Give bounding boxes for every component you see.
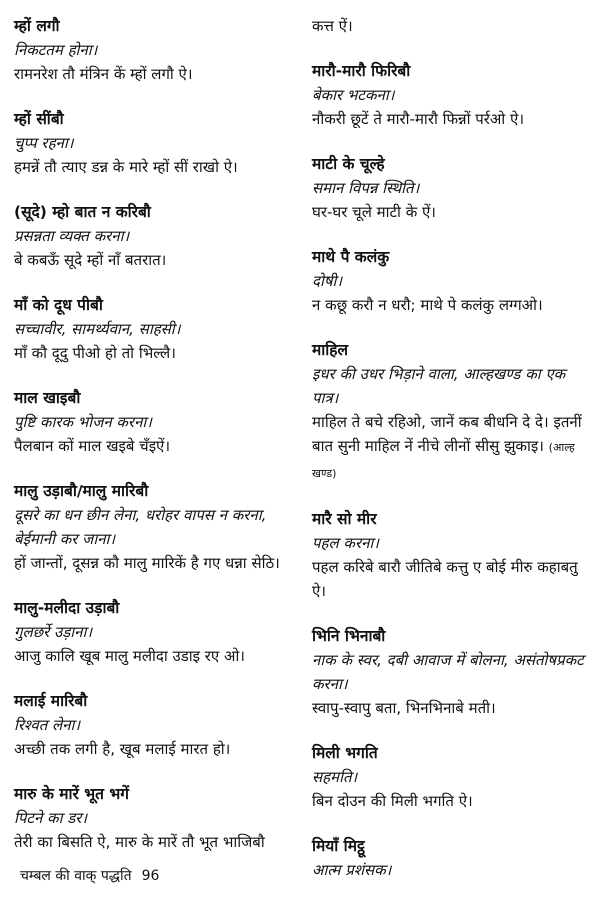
page-number: 96 — [141, 868, 160, 884]
entry-example: बे कबऊँ सूदे म्हों नाँ बतरात। — [14, 251, 167, 269]
entry-meaning: प्रसन्नता व्यक्त करना। — [14, 227, 130, 245]
entry — [14, 200, 296, 272]
entry-term: मारु के मारें भूत भगें — [14, 785, 130, 803]
page-footer — [20, 866, 159, 885]
entry — [14, 479, 296, 575]
entry-example: रामनरेश तौ मंत्रिन कें म्हों लगौ ऐ। — [14, 65, 193, 83]
entry — [312, 245, 588, 317]
entry — [14, 14, 296, 86]
entry-example: हों जान्तों, दूसन्न कौ मालु मारिकें है गए धन्ना सेठि। — [14, 554, 280, 572]
entry — [312, 59, 588, 131]
entry-term: म्हों लगौ — [14, 17, 60, 35]
entry — [312, 338, 588, 486]
entry-meaning: पुष्टि कारक भोजन करना। — [14, 413, 152, 431]
entry-example: माँ कौ दूदु पीओ हो तो भिल्लै। — [14, 344, 176, 362]
entry-term: भिनि भिनाबौ — [312, 627, 386, 645]
entry-meaning: सच्चावीर, सामर्थ्यवान, साहसी। — [14, 320, 181, 338]
entry — [312, 624, 588, 720]
entry-example: बिन दोउन की मिली भगति ऐ। — [312, 792, 473, 810]
book-title: चम्बल की वाक् पद्धति — [20, 868, 132, 884]
entry-term: मलाई मारिबौ — [14, 692, 88, 710]
entry-term: (सूदे) म्हो बात न करिबौ — [14, 203, 151, 221]
entry-example: घर-घर चूले माटी के ऐं। — [312, 203, 436, 221]
entry — [14, 386, 296, 458]
entry — [312, 834, 588, 882]
entry-meaning: पहल करना। — [312, 534, 379, 552]
entry-meaning: निकटतम होना। — [14, 41, 98, 59]
entry-term: माँ को दूध पीबौ — [14, 296, 103, 314]
continued-text: कत्त ऐं। — [312, 17, 353, 35]
entry-meaning: बेकार भटकना। — [312, 86, 395, 104]
entry-example: न कछू करौ न धरौ; माथे पे कलंकु लग्गओ। — [312, 296, 543, 314]
entry — [312, 152, 588, 224]
entry-example: स्वापु-स्वापु बता, भिनभिनाबे मती। — [312, 699, 496, 717]
entry-meaning: इधर की उधर भिड़ाने वाला, आल्हखण्ड का एक पात्र। — [312, 365, 566, 407]
entry — [14, 689, 296, 761]
entry-meaning: आत्म प्रशंसक। — [312, 861, 392, 879]
entry-example: नौकरी छूटें ते मारौ-मारौ फिन्नों पर्रओ ऐ। — [312, 110, 525, 128]
entry-term: मारै सो मीर — [312, 510, 377, 528]
entry-term: मालु उड़ाबौ/मालु मारिबौ — [14, 482, 149, 500]
entry-example: पहल करिबे बारौ जीतिबे कत्तु ए बोई मीरु कहाबतु ऐ। — [312, 558, 578, 600]
left-column — [14, 14, 296, 875]
entry — [312, 507, 588, 603]
entry-term: माहिल — [312, 341, 349, 359]
entry-meaning: चुप्प रहना। — [14, 134, 74, 152]
entry-example: हमन्नें तौ त्याए डन्न के मारे म्हों सीं राखो ऐ। — [14, 158, 238, 176]
entry-example — [312, 410, 588, 486]
entry-example: तेरी का बिसति ऐ, मारु के मारें तौ भूत भाजिबौ — [14, 833, 265, 851]
entry — [14, 596, 296, 668]
entry-meaning: नाक के स्वर, दबी आवाज में बोलना, असंतोषप्रकट करना। — [312, 651, 584, 693]
entry-term: माथे पै कलंकु — [312, 248, 390, 266]
entry — [14, 782, 296, 854]
entry-example: पैलबान कों माल खइबे चँइऐं। — [14, 437, 171, 455]
entry-meaning: सहमति। — [312, 768, 358, 786]
right-column — [312, 14, 588, 903]
entry-meaning: दोषी। — [312, 272, 343, 290]
entry-term: म्हों सींबौ — [14, 110, 64, 128]
entry-term: माल खाइबौ — [14, 389, 81, 407]
entry-term: मालु-मलीदा उड़ाबौ — [14, 599, 120, 617]
entry-example: आजु कालि खूब मालु मलीदा उडाइ रए ओ। — [14, 647, 245, 665]
source-note: (आल्ह खण्ड) — [312, 441, 575, 480]
entry — [14, 107, 296, 179]
entry-meaning: रिश्वत लेना। — [14, 716, 81, 734]
entry-term: मिली भगति — [312, 744, 378, 762]
entry-meaning: दूसरे का धन छीन लेना, धरोहर वापस न करना, बेईमानी कर जाना। — [14, 506, 267, 548]
entry-term: माटी के चूल्हे — [312, 155, 385, 173]
entry-meaning: पिटने का डर। — [14, 809, 88, 827]
entry-meaning: गुलछर्रे उड़ाना। — [14, 623, 93, 641]
entry-example-text: माहिल ते बचे रहिओ, जानें कब बीधनि दे दे। इतनीं बात सुनी माहिल नें नीचे लीनों सीसु झुकाइ। — [312, 413, 582, 455]
entry — [312, 741, 588, 813]
entry — [14, 293, 296, 365]
entry-meaning: समान विपन्न स्थिति। — [312, 179, 420, 197]
entry-term: मियाँ मिट्ठू — [312, 837, 365, 855]
entry-term: मारौ-मारौ फिरिबौ — [312, 62, 411, 80]
entry-example: अच्छी तक लगी है, खूब मलाई मारत हो। — [14, 740, 231, 758]
